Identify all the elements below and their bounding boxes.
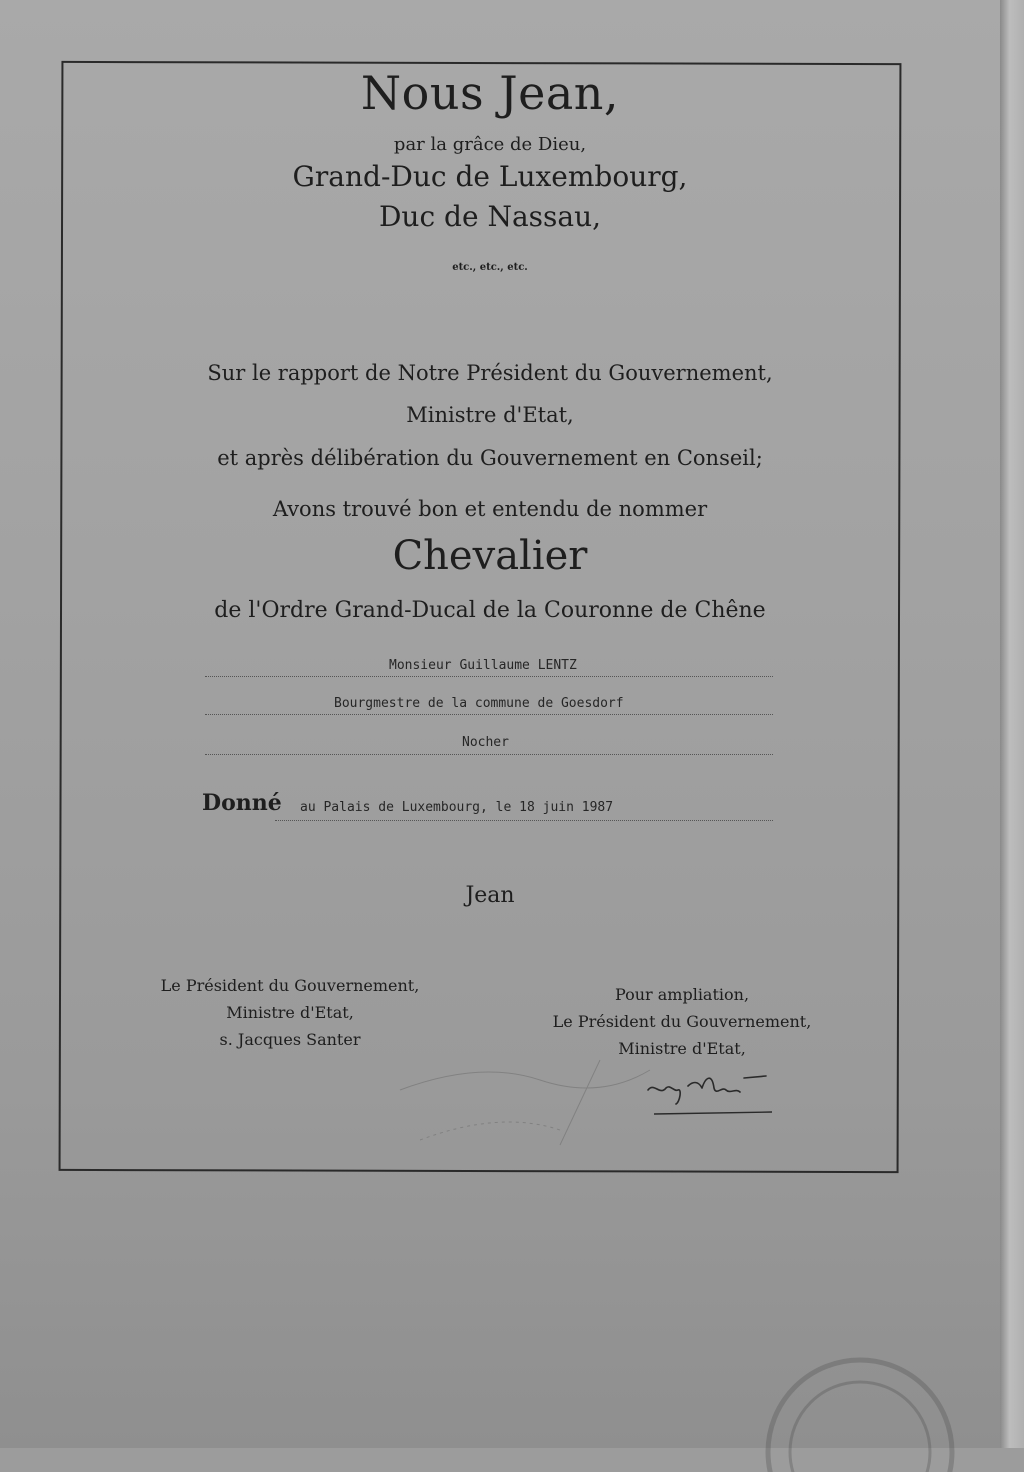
handwritten-signature xyxy=(640,1062,780,1122)
recipient-name: Monsieur Guillaume LENTZ xyxy=(389,658,577,673)
left-block-line2: Ministre d'Etat, xyxy=(226,1003,354,1022)
donne-label: Donné xyxy=(202,790,282,816)
fill-line-donne xyxy=(275,820,773,821)
page-edge xyxy=(1000,0,1024,1448)
order-name: de l'Ordre Grand-Ducal de la Couronne de Chêne xyxy=(214,598,766,623)
ministre-line: Ministre d'Etat, xyxy=(406,403,574,427)
recipient-function: Bourgmestre de la commune de Goesdorf xyxy=(334,696,624,711)
stamp-seal xyxy=(760,1352,960,1472)
right-block-line2: Le Président du Gouvernement, xyxy=(552,1012,812,1031)
fill-line-place xyxy=(205,754,773,755)
grand-duc-line: Grand-Duc de Luxembourg, xyxy=(292,160,688,193)
fill-line-name xyxy=(205,676,773,677)
grace-line: par la grâce de Dieu, xyxy=(393,134,587,155)
recipient-place: Nocher xyxy=(462,735,509,750)
left-block-line1: Le Président du Gouvernement, xyxy=(160,976,420,995)
deliberation-line: et après délibération du Gouvernement en Conseil; xyxy=(217,446,763,470)
fill-line-function xyxy=(205,714,773,715)
donne-value: au Palais de Luxembourg, le 18 juin 1987 xyxy=(300,800,614,815)
faint-seal-mark xyxy=(360,1050,660,1170)
duc-nassau-line: Duc de Nassau, xyxy=(378,200,602,233)
left-block-line3: s. Jacques Santer xyxy=(219,1030,361,1049)
sovereign-signature: Jean xyxy=(465,883,515,908)
rapport-line: Sur le rapport de Notre Président du Gouvernement, xyxy=(207,361,773,385)
right-block-line3: Ministre d'Etat, xyxy=(618,1039,746,1058)
etc-line: etc., etc., etc. xyxy=(452,262,528,273)
right-block-line1: Pour ampliation, xyxy=(614,985,750,1004)
left-signature-block xyxy=(160,972,420,1053)
rank-title: Chevalier xyxy=(392,533,588,579)
nomination-line: Avons trouvé bon et entendu de nommer xyxy=(272,497,708,521)
certificate-title: Nous Jean, xyxy=(360,66,620,120)
